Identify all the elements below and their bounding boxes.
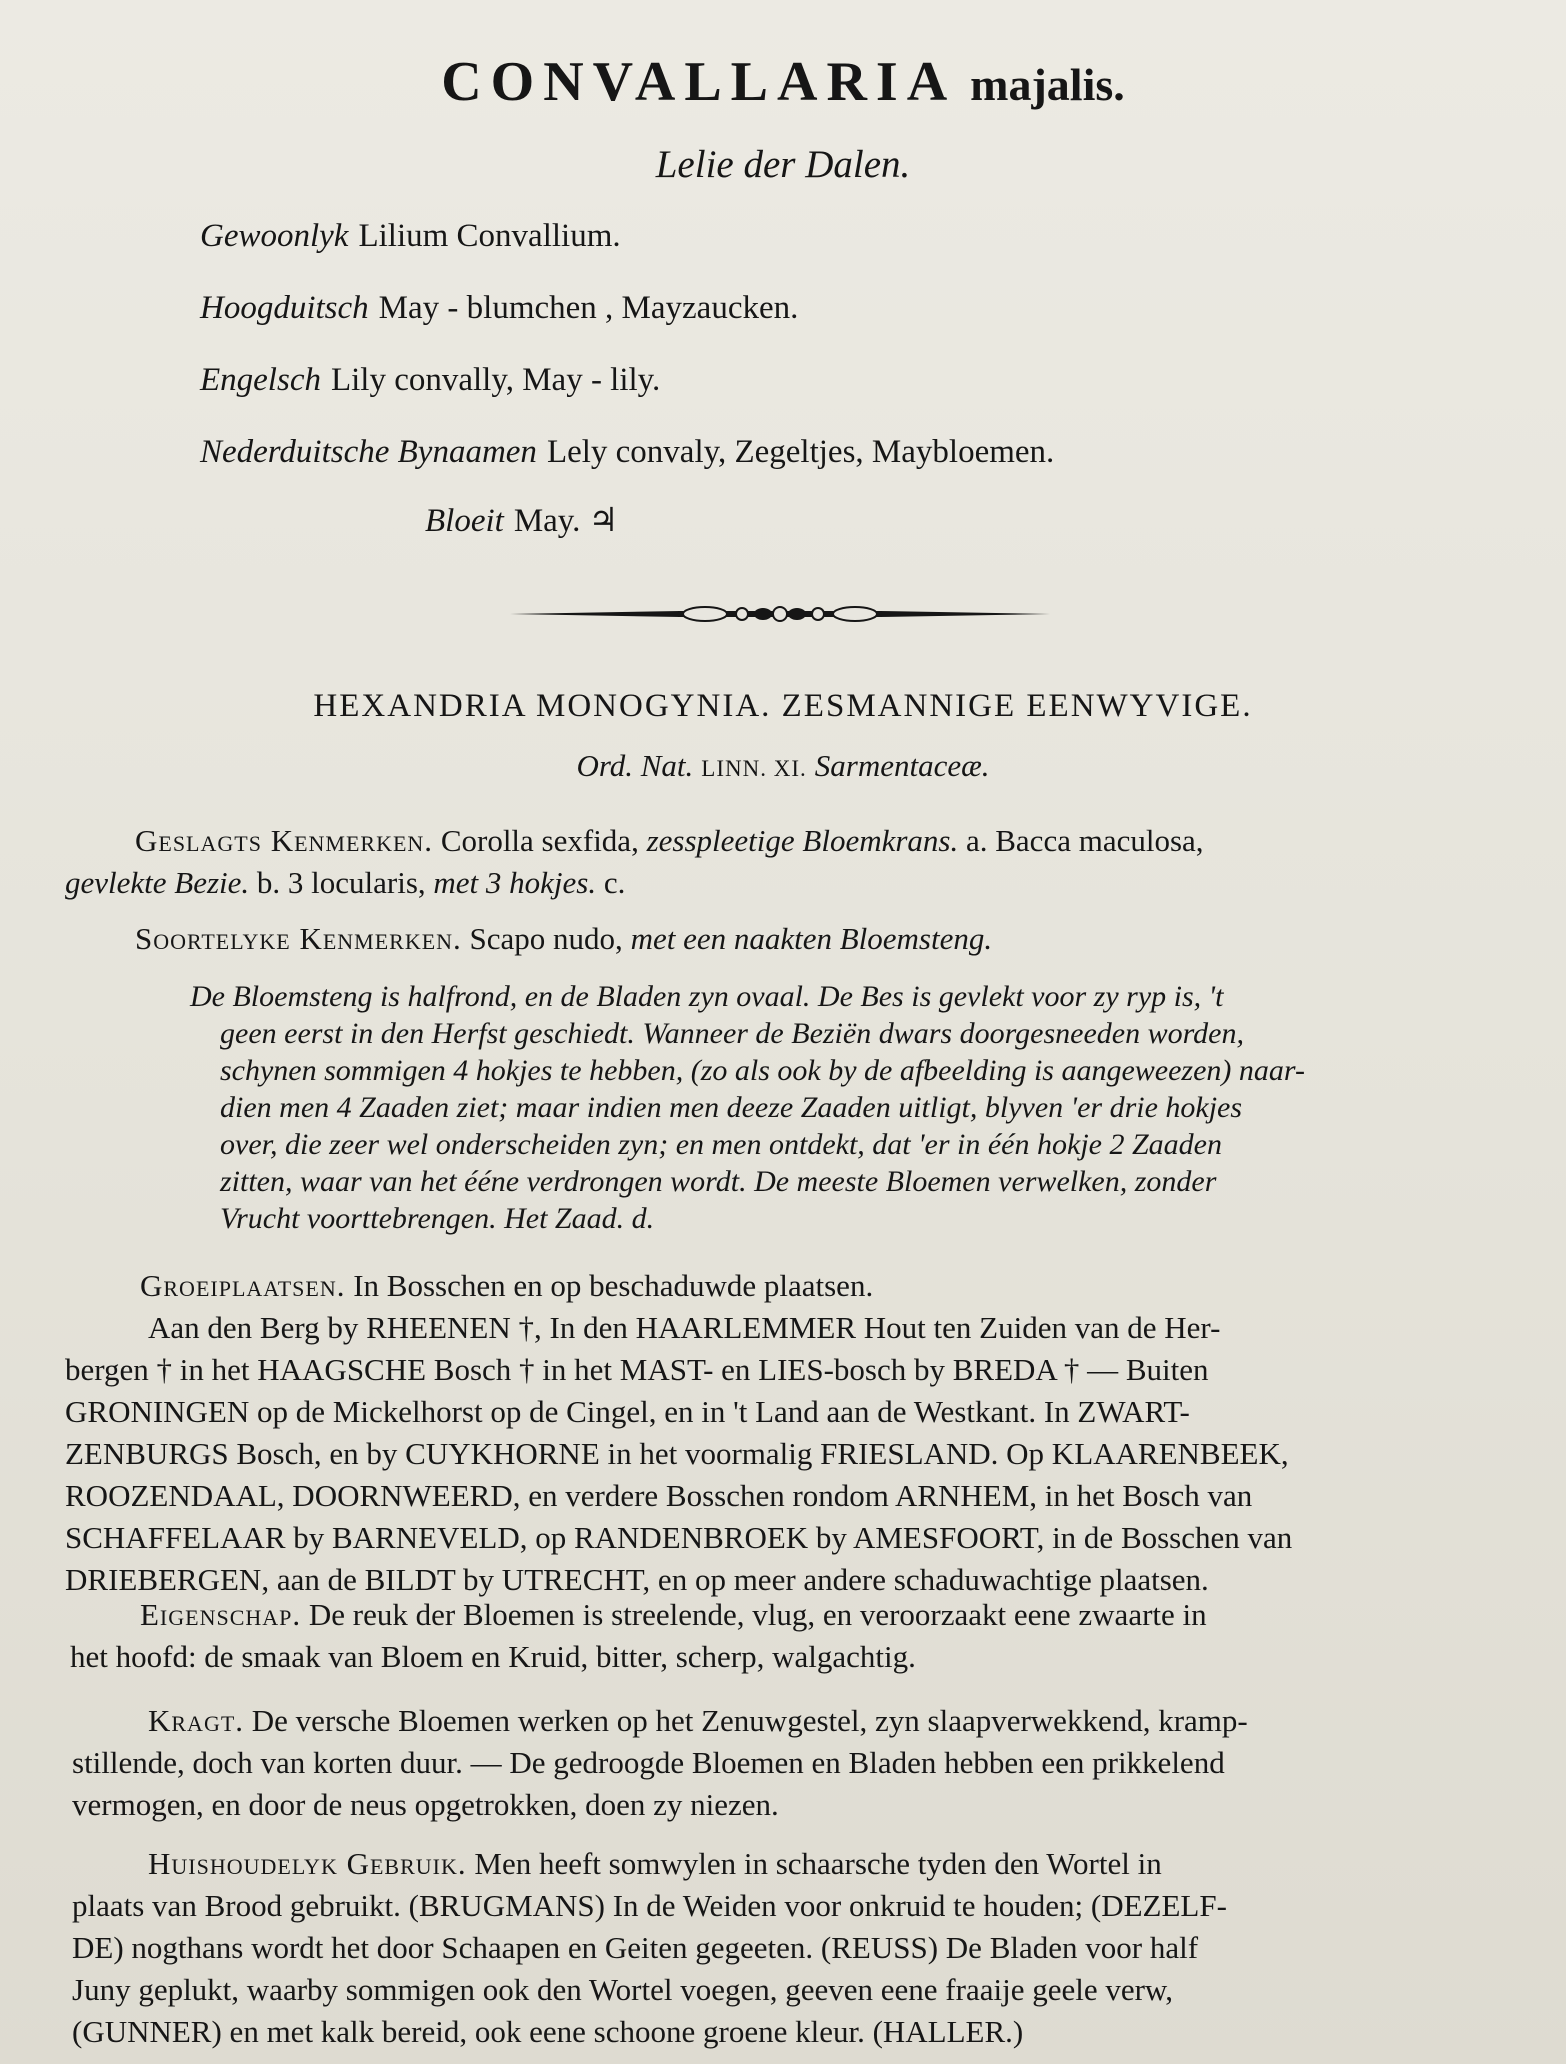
text-line	[140, 1594, 1207, 1636]
text-line: GRONINGEN op de Mickelhorst op de Cingel, en in 't Land aan de Westkant. In ZWART-	[65, 1394, 1190, 1429]
text-line	[135, 918, 992, 960]
text-line: zitten, waar van het ééne verdrongen wordt. De meeste Bloemen verwelken, zonder	[220, 1165, 1217, 1198]
text-line: SCHAFFELAAR by BARNEVELD, op RANDENBROEK by AMESFOORT, in de Bosschen van	[65, 1520, 1293, 1555]
text-line: (GUNNER) en met kalk bereid, ook eene schoone groene kleur. (HALLER.)	[72, 2014, 1024, 2049]
text-line: het hoofd: de smaak van Bloem en Kruid, bitter, scherp, walgachtig.	[70, 1639, 916, 1674]
text-run: Scapo nudo,	[461, 921, 631, 956]
text-run: Men heeft somwylen in schaarsche tyden den Wortel in	[466, 1846, 1162, 1881]
name-value: Lely convaly, Zegeltjes, Maybloemen.	[546, 434, 1055, 470]
text-run: met een naakten Bloemsteng.	[630, 921, 993, 956]
text-line: plaats van Brood gebruikt. (BRUGMANS) In de Weiden voor onkruid te houden; (DEZELF-	[72, 1888, 1227, 1923]
text-line: dien men 4 Zaaden ziet; maar indien men deeze Zaaden uitligt, blyven 'er drie hokjes	[220, 1091, 1243, 1124]
name-row	[200, 218, 1054, 290]
habitat	[65, 1265, 1293, 1601]
text-run: a. Bacca maculosa,	[958, 823, 1204, 858]
name-row	[200, 362, 1054, 434]
species-epithet: majalis.	[970, 59, 1125, 110]
text-run: c.	[596, 865, 626, 900]
bloom-value: May. ♃	[513, 503, 619, 539]
linnaean-class: HEXANDRIA MONOGYNIA. ZESMANNIGE EENWYVIGE.	[313, 688, 1253, 724]
section-heading: Eigenschap.	[140, 1597, 302, 1632]
text-line	[148, 1700, 1248, 1742]
section-heading: Huishoudelyk Gebruik.	[148, 1846, 467, 1881]
name-language: Engelsch	[200, 362, 321, 398]
text-run: zesspleetige Bloemkrans.	[646, 823, 959, 858]
name-language: Nederduitsche Bynaamen	[200, 434, 537, 470]
section-heading: Groeiplaatsen.	[140, 1268, 346, 1303]
text-run: Corolla sexfida,	[433, 823, 647, 858]
section-heading: Soortelyke Kenmerken.	[135, 921, 462, 956]
genus-name: CONVALLARIA	[441, 51, 957, 113]
name-value: Lily convally, May - lily.	[330, 362, 661, 398]
genus-characters	[65, 820, 1204, 904]
text-line: stillende, doch van korten duur. — De gedroogde Bloemen en Bladen hebben een prikkelend	[72, 1745, 1225, 1780]
text-line: vermogen, en door de neus opgetrokken, doen zy niezen.	[72, 1787, 779, 1822]
ornament-divider	[510, 602, 1050, 626]
text-line: De Bloemsteng is halfrond, en de Bladen zyn ovaal. De Bes is gevlekt voor zy ryp is, 't	[190, 980, 1224, 1013]
name-value: May - blumchen , Mayzaucken.	[378, 290, 799, 326]
text-line: Vrucht voorttebrengen. Het Zaad. d.	[220, 1202, 655, 1235]
order-prefix: Ord. Nat.	[576, 748, 694, 783]
name-language: Gewoonlyk	[200, 218, 349, 254]
text-line: Juny geplukt, waarby sommigen ook den Wortel voegen, geeven eene fraaije geele verw,	[72, 1972, 1174, 2007]
text-run: met 3 hokjes.	[433, 865, 597, 900]
common-name: Lelie der Dalen.	[655, 143, 911, 186]
text-line: DE) nogthans wordt het door Schaapen en Geiten gegeeten. (REUSS) De Bladen voor half	[72, 1930, 1199, 1965]
text-line: ZENBURGS Bosch, en by CUYKHORNE in het voormalig FRIESLAND. Op KLAARENBEEK,	[65, 1436, 1289, 1471]
vernacular-names	[200, 218, 1054, 506]
text-line: over, die zeer wel onderscheiden zyn; en men ontdekt, dat 'er in één hokje 2 Zaaden	[220, 1128, 1222, 1161]
property	[70, 1594, 1207, 1678]
text-line	[148, 1843, 1227, 1885]
species-characters	[135, 918, 992, 960]
household-use	[72, 1843, 1227, 2053]
bloom-label: Bloeit	[425, 503, 504, 539]
page-title	[0, 50, 1566, 114]
text-line: geen eerst in den Herfst geschiedt. Wanneer de Beziën dwars doorgesneeden worden,	[220, 1017, 1244, 1050]
name-row	[200, 290, 1054, 362]
text-line	[65, 862, 1204, 904]
text-line: ROOZENDAAL, DOORNWEERD, en verdere Bosschen rondom ARNHEM, in het Bosch van	[65, 1478, 1253, 1513]
text-line: bergen † in het HAAGSCHE Bosch † in het MAST- en LIES-bosch by BREDA † — Buiten	[65, 1352, 1209, 1387]
text-run: gevlekte Bezie.	[65, 865, 250, 900]
bloom-period	[425, 500, 618, 540]
natural-order	[0, 748, 1566, 784]
text-line	[140, 1265, 1292, 1307]
name-row	[200, 434, 1054, 506]
order-family: Sarmentaceæ.	[814, 748, 990, 783]
text-run: De versche Bloemen werken op het Zenuwgestel, zyn slaapverwekkend, kramp-	[244, 1703, 1248, 1738]
name-language: Hoogduitsch	[200, 290, 369, 326]
medicinal-power	[72, 1700, 1248, 1826]
order-author: LINN. XI.	[701, 756, 807, 781]
text-line: Aan den Berg by RHEENEN †, In den HAARLEMMER Hout ten Zuiden van de Her-	[148, 1310, 1221, 1345]
section-heading: Kragt.	[148, 1703, 245, 1738]
text-line: DRIEBERGEN, aan de BILDT by UTRECHT, en op meer andere schaduwachtige plaatsen.	[65, 1562, 1209, 1597]
section-heading: Geslagts Kenmerken.	[135, 823, 434, 858]
name-value: Lilium Convallium.	[358, 218, 621, 254]
text-run: In Bosschen en op beschaduwde plaatsen.	[345, 1268, 874, 1303]
text-run: De reuk der Bloemen is streelende, vlug, en veroorzaakt eene zwaarte in	[301, 1597, 1207, 1632]
text-line: schynen sommigen 4 hokjes te hebben, (zo als ook by de afbeelding is aangeweezen) naar-	[220, 1054, 1305, 1087]
text-line	[135, 820, 1204, 862]
text-run: b. 3 locularis,	[249, 865, 434, 900]
description	[190, 978, 1305, 1237]
